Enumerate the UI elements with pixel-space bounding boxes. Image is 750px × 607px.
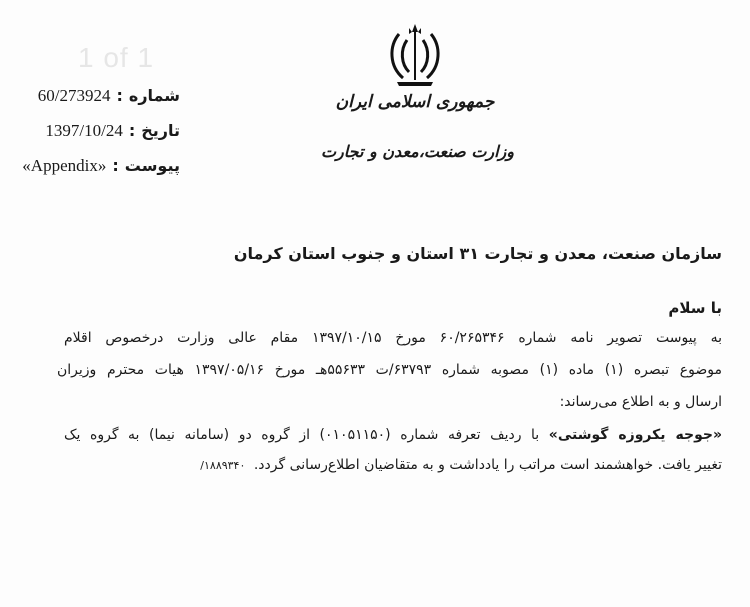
body-line-5: [200, 457, 722, 473]
number-colon: :: [116, 86, 123, 105]
iran-emblem-icon: [385, 20, 445, 90]
body-line-5-text: تغییر یافت. خواهشمند است مراتب را یادداشت و به متقاضیان اطلاع‌رسانی گردد.: [253, 457, 722, 473]
reference-code: ۱۸۸۹۳۴۰/: [200, 459, 246, 472]
attachment-label: پیوست: [124, 156, 180, 175]
body-line-4: [64, 427, 722, 443]
recipient-line: سازمان صنعت، معدن و تجارت ۳۱ استان و جنوب استان کرمان: [233, 244, 722, 263]
meta-number-row: [10, 78, 180, 113]
product-name: «جوجه یکروزه گوشتی»: [548, 427, 723, 443]
date-colon: :: [128, 121, 136, 140]
government-name: جمهوری اسلامی ایران: [335, 92, 495, 112]
date-label: تاریخ: [141, 121, 180, 140]
attachment-colon: :: [112, 156, 119, 175]
body-line-3: ارسال و به اطلاع می‌رساند:: [559, 394, 722, 410]
letter-meta: [10, 78, 180, 183]
body-line-2: موضوع تبصره (۱) ماده (۱) مصوبه شماره ۶۳۷۹۳/ت ۵۵۶۳۳هـ مورخ ۱۳۹۷/۰۵/۱۶ هیات محترم وزیران: [57, 362, 722, 378]
attachment-value: «Appendix»: [22, 155, 107, 175]
date-value: 1397/10/24: [45, 120, 123, 140]
page-count-watermark: 1 of 1: [78, 42, 155, 73]
salutation: با سلام: [668, 299, 722, 317]
number-label: شماره: [128, 86, 180, 105]
number-value: 60/273924: [37, 85, 111, 105]
meta-date-row: [10, 113, 180, 148]
ministry-name: وزارت صنعت،معدن و تجارت: [320, 142, 514, 161]
meta-attachment-row: [10, 148, 180, 183]
body-line-1: به پیوست تصویر نامه شماره ۶۰/۲۶۵۳۴۶ مورخ ۱۳۹۷/۱۰/۱۵ مقام عالی وزارت درخصوص اقلام: [64, 330, 722, 346]
body-line-4-text: با ردیف تعرفه شماره (۰۱۰۵۱۱۵۰) از گروه دو (سامانه نیما) به گروه یک: [64, 427, 540, 443]
